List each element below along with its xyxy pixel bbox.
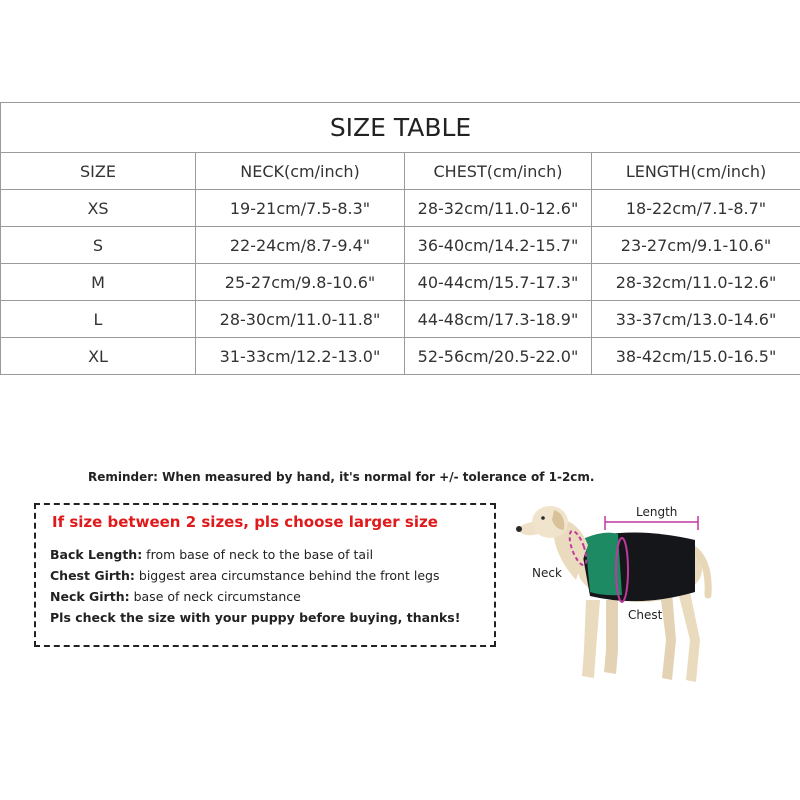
tip-neck-girth — [50, 589, 301, 604]
chest-cell: 36-40cm/14.2-15.7" — [405, 227, 592, 264]
chest-cell: 28-32cm/11.0-12.6" — [405, 190, 592, 227]
table-row — [1, 338, 800, 375]
size-cell: M — [1, 264, 196, 301]
table-title: SIZE TABLE — [1, 103, 800, 153]
tip-desc: biggest area circumstance behind the front legs — [134, 568, 440, 583]
dog-illustration — [510, 500, 720, 690]
chest-cell: 44-48cm/17.3-18.9" — [405, 301, 592, 338]
size-cell: XS — [1, 190, 196, 227]
reminder-note: Reminder: When measured by hand, it's normal for +/- tolerance of 1-2cm. — [88, 470, 595, 484]
size-cell: S — [1, 227, 196, 264]
dog-measurement-illustration — [510, 500, 720, 690]
neck-cell: 19-21cm/7.5-8.3" — [196, 190, 405, 227]
chest-cell: 52-56cm/20.5-22.0" — [405, 338, 592, 375]
length-cell: 38-42cm/15.0-16.5" — [592, 338, 800, 375]
length-cell: 18-22cm/7.1-8.7" — [592, 190, 800, 227]
header-neck: NECK(cm/inch) — [196, 153, 405, 190]
tip-term: Back Length: — [50, 547, 143, 562]
size-cell: L — [1, 301, 196, 338]
tip-term: Neck Girth: — [50, 589, 130, 604]
table-row — [1, 301, 800, 338]
neck-cell: 28-30cm/11.0-11.8" — [196, 301, 405, 338]
tip-desc: base of neck circumstance — [129, 589, 301, 604]
table-row — [1, 264, 800, 301]
length-cell: 33-37cm/13.0-14.6" — [592, 301, 800, 338]
size-table — [0, 102, 800, 375]
chest-label: Chest — [628, 608, 663, 622]
sizing-tips-box — [34, 503, 496, 647]
length-cell: 28-32cm/11.0-12.6" — [592, 264, 800, 301]
neck-cell: 31-33cm/12.2-13.0" — [196, 338, 405, 375]
table-header-row — [1, 153, 800, 190]
header-size: SIZE — [1, 153, 196, 190]
header-chest: CHEST(cm/inch) — [405, 153, 592, 190]
table-row — [1, 190, 800, 227]
tip-final-note: Pls check the size with your puppy before buying, thanks! — [50, 610, 461, 625]
size-cell: XL — [1, 338, 196, 375]
chest-cell: 40-44cm/15.7-17.3" — [405, 264, 592, 301]
tip-term: Chest Girth: — [50, 568, 135, 583]
neck-cell: 25-27cm/9.8-10.6" — [196, 264, 405, 301]
neck-cell: 22-24cm/8.7-9.4" — [196, 227, 405, 264]
tip-back-length — [50, 547, 373, 562]
tip-desc: from base of neck to the base of tail — [142, 547, 374, 562]
length-cell: 23-27cm/9.1-10.6" — [592, 227, 800, 264]
tips-heading: If size between 2 sizes, pls choose larger size — [52, 513, 438, 531]
header-length: LENGTH(cm/inch) — [592, 153, 800, 190]
neck-label: Neck — [532, 566, 562, 580]
tip-chest-girth — [50, 568, 439, 583]
length-label: Length — [636, 505, 678, 519]
table-row — [1, 227, 800, 264]
